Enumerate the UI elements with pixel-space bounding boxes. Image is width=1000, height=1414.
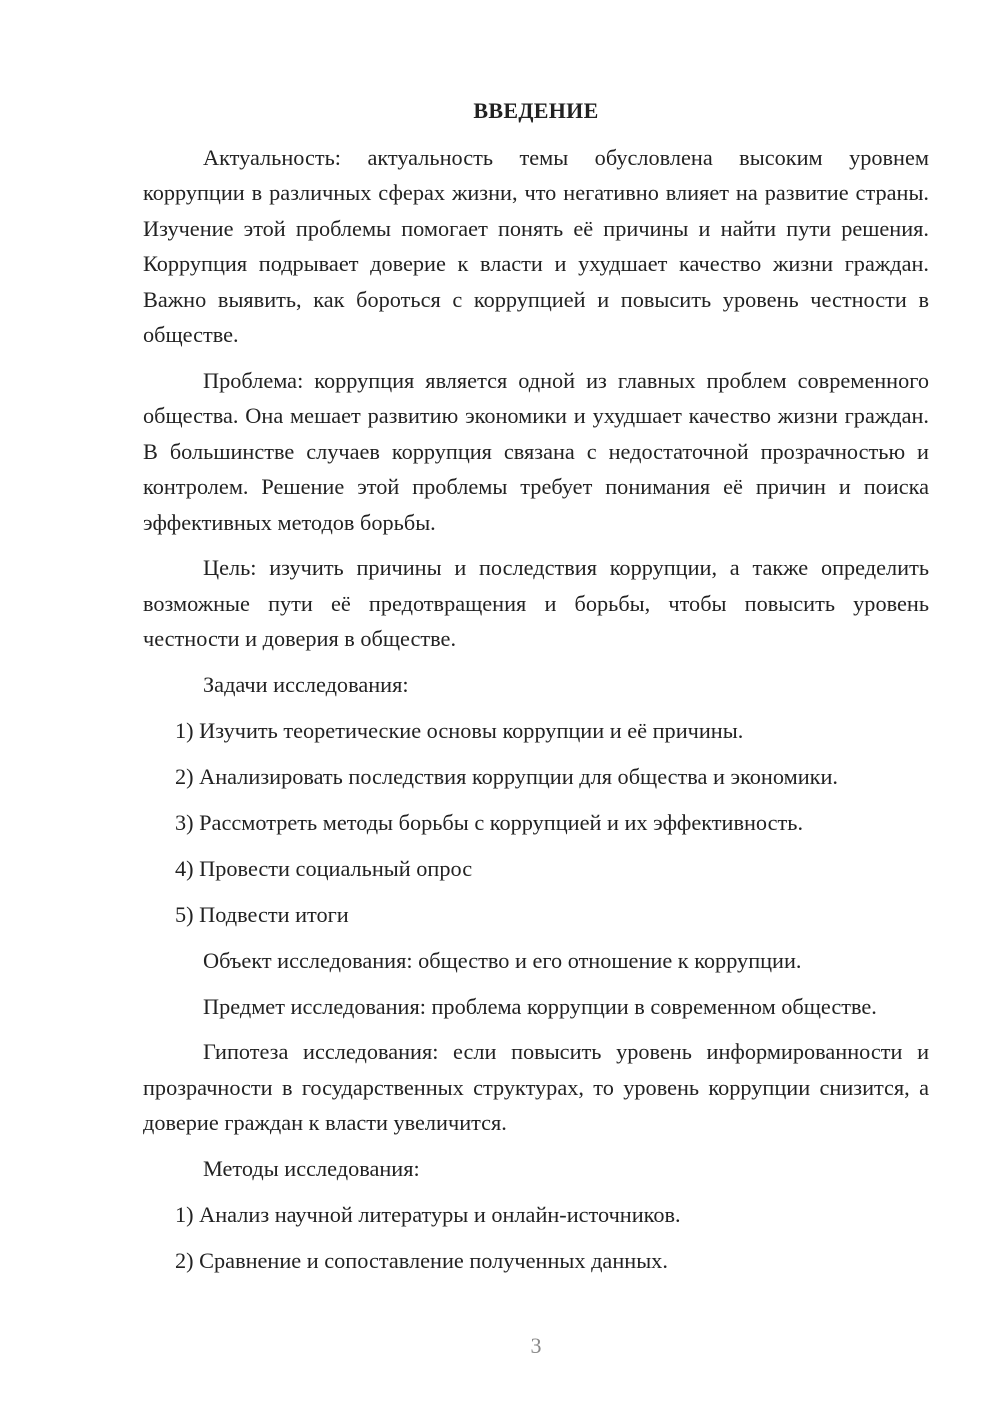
relevance-paragraph: Актуальность: актуальность темы обусловлена высоким уровнем коррупции в различных сферах жизни, что негативно влияет на развитие страны. Изучение этой проблемы помогает понять её причины и найти пути решения. Коррупция подрывает доверие к власти и ухудшает качество жизни граждан. Важно выявить, как бороться с коррупцией и повысить уровень честности в обществе. xyxy=(143,145,929,348)
task-item: 4) Провести социальный опрос xyxy=(175,855,473,881)
problem-paragraph: Проблема: коррупция является одной из главных проблем современного общества. Она мешает развитию экономики и ухудшает качество жизни граждан. В большинстве случаев коррупция связана с недостаточной прозрачностью и контролем. Решение этой проблемы требует понимания её причин и поиска эффективных методов борьбы. xyxy=(143,367,929,535)
method-item: 2) Сравнение и сопоставление полученных данных. xyxy=(175,1247,668,1273)
goal-paragraph: Цель: изучить причины и последствия коррупции, а также определить возможные пути её предотвращения и борьбы, чтобы повысить уровень честности и доверия в обществе. xyxy=(143,555,929,652)
task-item: 5) Подвести итоги xyxy=(175,901,349,927)
methods-heading: Методы исследования: xyxy=(203,1156,420,1182)
task-item: 1) Изучить теоретические основы коррупции и её причины. xyxy=(175,718,744,744)
methods-list xyxy=(143,1197,929,1278)
task-item: 2) Анализировать последствия коррупции для общества и экономики. xyxy=(175,764,838,789)
subject-paragraph: Предмет исследования: проблема коррупции в современном обществе. xyxy=(203,993,877,1019)
hypothesis-paragraph: Гипотеза исследования: если повысить уровень информированности и прозрачности в государственных структурах, то уровень коррупции снизится, а доверие граждан к власти увеличится. xyxy=(143,1039,929,1136)
page-title: ВВЕДЕНИЕ xyxy=(473,98,599,123)
document-page xyxy=(143,96,929,1289)
task-item: 3) Рассмотреть методы борьбы с коррупцией и их эффективность. xyxy=(175,809,804,835)
tasks-list xyxy=(143,713,929,932)
page-number: 3 xyxy=(530,1333,542,1358)
method-item: 1) Анализ научной литературы и онлайн-источников. xyxy=(175,1202,681,1228)
tasks-heading: Задачи исследования: xyxy=(203,672,409,698)
object-paragraph: Объект исследования: общество и его отношение к коррупции. xyxy=(203,947,802,973)
